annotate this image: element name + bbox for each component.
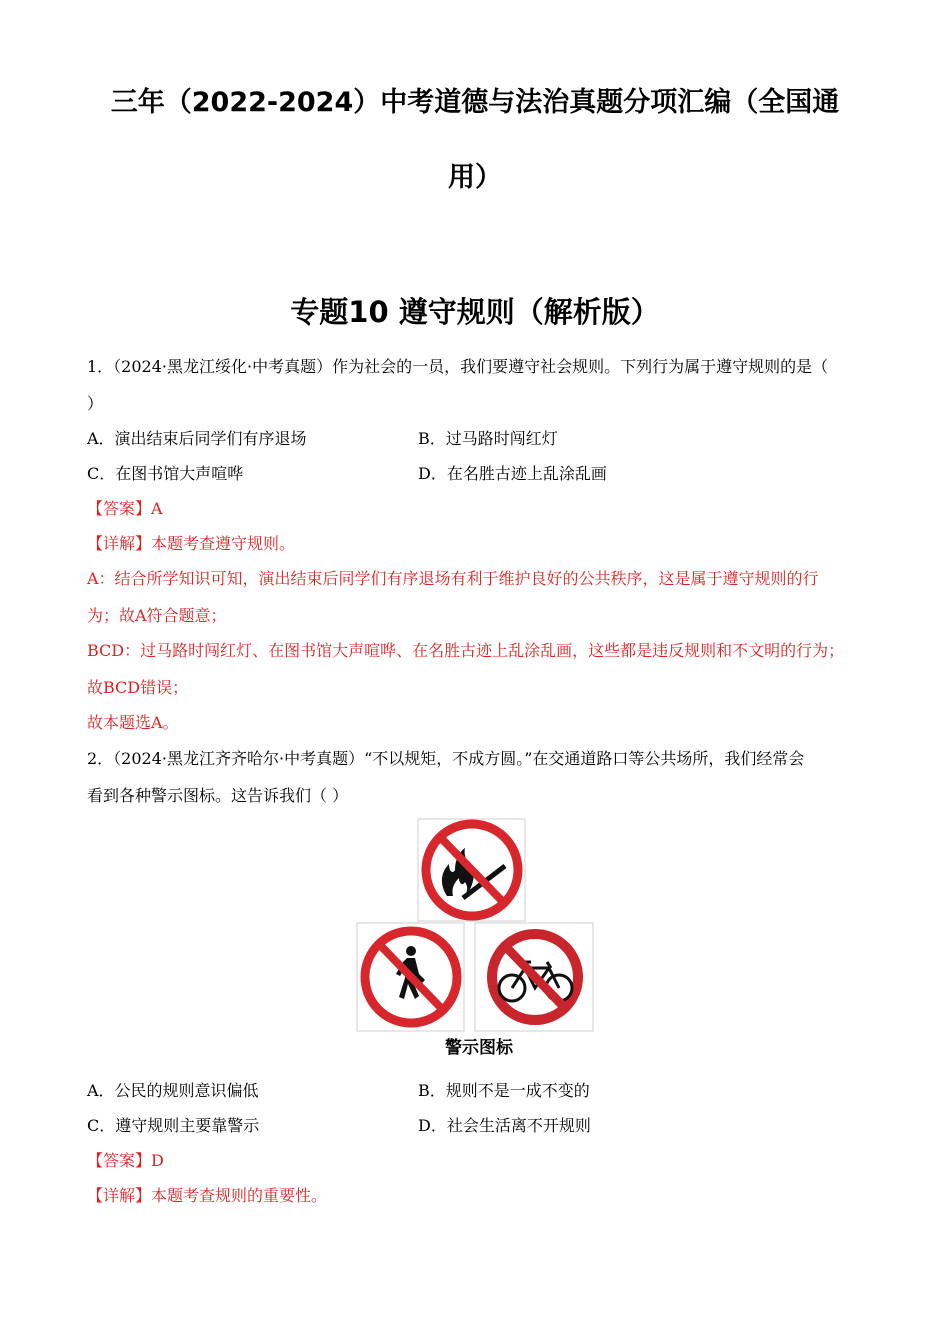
no-bicycle-icon xyxy=(487,929,583,1025)
q1-answer: 【答案】A xyxy=(87,499,163,518)
q2-answer: 【答案】D xyxy=(87,1151,164,1170)
document-title-line2: 用） xyxy=(448,162,502,193)
q2-stem-line1: 2．（2024·黑龙江齐齐哈尔·中考真题）“不以规矩，不成方圆。”在交通道路口等公共场所，我们经常会 xyxy=(87,749,805,768)
q1-analysis-line3: BCD：过马路时闯红灯、在图书馆大声喧哗、在名胜古迹上乱涂乱画，这些都是违反规则和不文明的行为； xyxy=(87,641,845,660)
q1-option-a: A．演出结束后同学们有序退场 xyxy=(87,429,307,448)
q1-analysis-line1: A：结合所学知识可知，演出结束后同学们有序退场有利于维护良好的公共秩序，这是属于遵守规则的行 xyxy=(87,569,819,588)
q1-option-b: B．过马路时闯红灯 xyxy=(418,429,558,448)
q2-detail: 【详解】本题考查规则的重要性。 xyxy=(87,1186,328,1205)
q1-analysis-line4: 故BCD错误； xyxy=(87,678,189,697)
no-fire-icon xyxy=(426,824,518,916)
warning-signs-figure xyxy=(355,818,595,1058)
q1-stem-line1: 1．（2024·黑龙江绥化·中考真题）作为社会的一员，我们要遵守社会规则。下列行为属于遵守规则的是（ xyxy=(87,357,829,376)
q1-detail: 【详解】本题考查遵守规则。 xyxy=(87,534,296,553)
q1-conclusion: 故本题选A。 xyxy=(87,713,179,732)
section-subtitle: 专题10 遵守规则（解析版） xyxy=(290,295,660,329)
document-title-line1: 三年（2022-2024）中考道德与法治真题分项汇编（全国通 xyxy=(110,87,840,118)
q2-option-d: D．社会生活离不开规则 xyxy=(418,1116,591,1135)
q2-option-a: A．公民的规则意识偏低 xyxy=(87,1081,259,1100)
no-pedestrian-icon xyxy=(365,931,457,1023)
q2-option-b: B．规则不是一成不变的 xyxy=(418,1081,590,1100)
q2-option-c: C．遵守规则主要靠警示 xyxy=(87,1116,260,1135)
q1-analysis-line2: 为；故A符合题意； xyxy=(87,606,227,625)
q1-stem-line2: ） xyxy=(87,394,104,413)
q1-option-d: D．在名胜古迹上乱涂乱画 xyxy=(418,464,607,483)
q2-stem-line2: 看到各种警示图标。这告诉我们（ ） xyxy=(87,786,349,805)
q1-option-c: C．在图书馆大声喧哗 xyxy=(87,464,244,483)
figure-caption: 警示图标 xyxy=(445,1038,513,1058)
